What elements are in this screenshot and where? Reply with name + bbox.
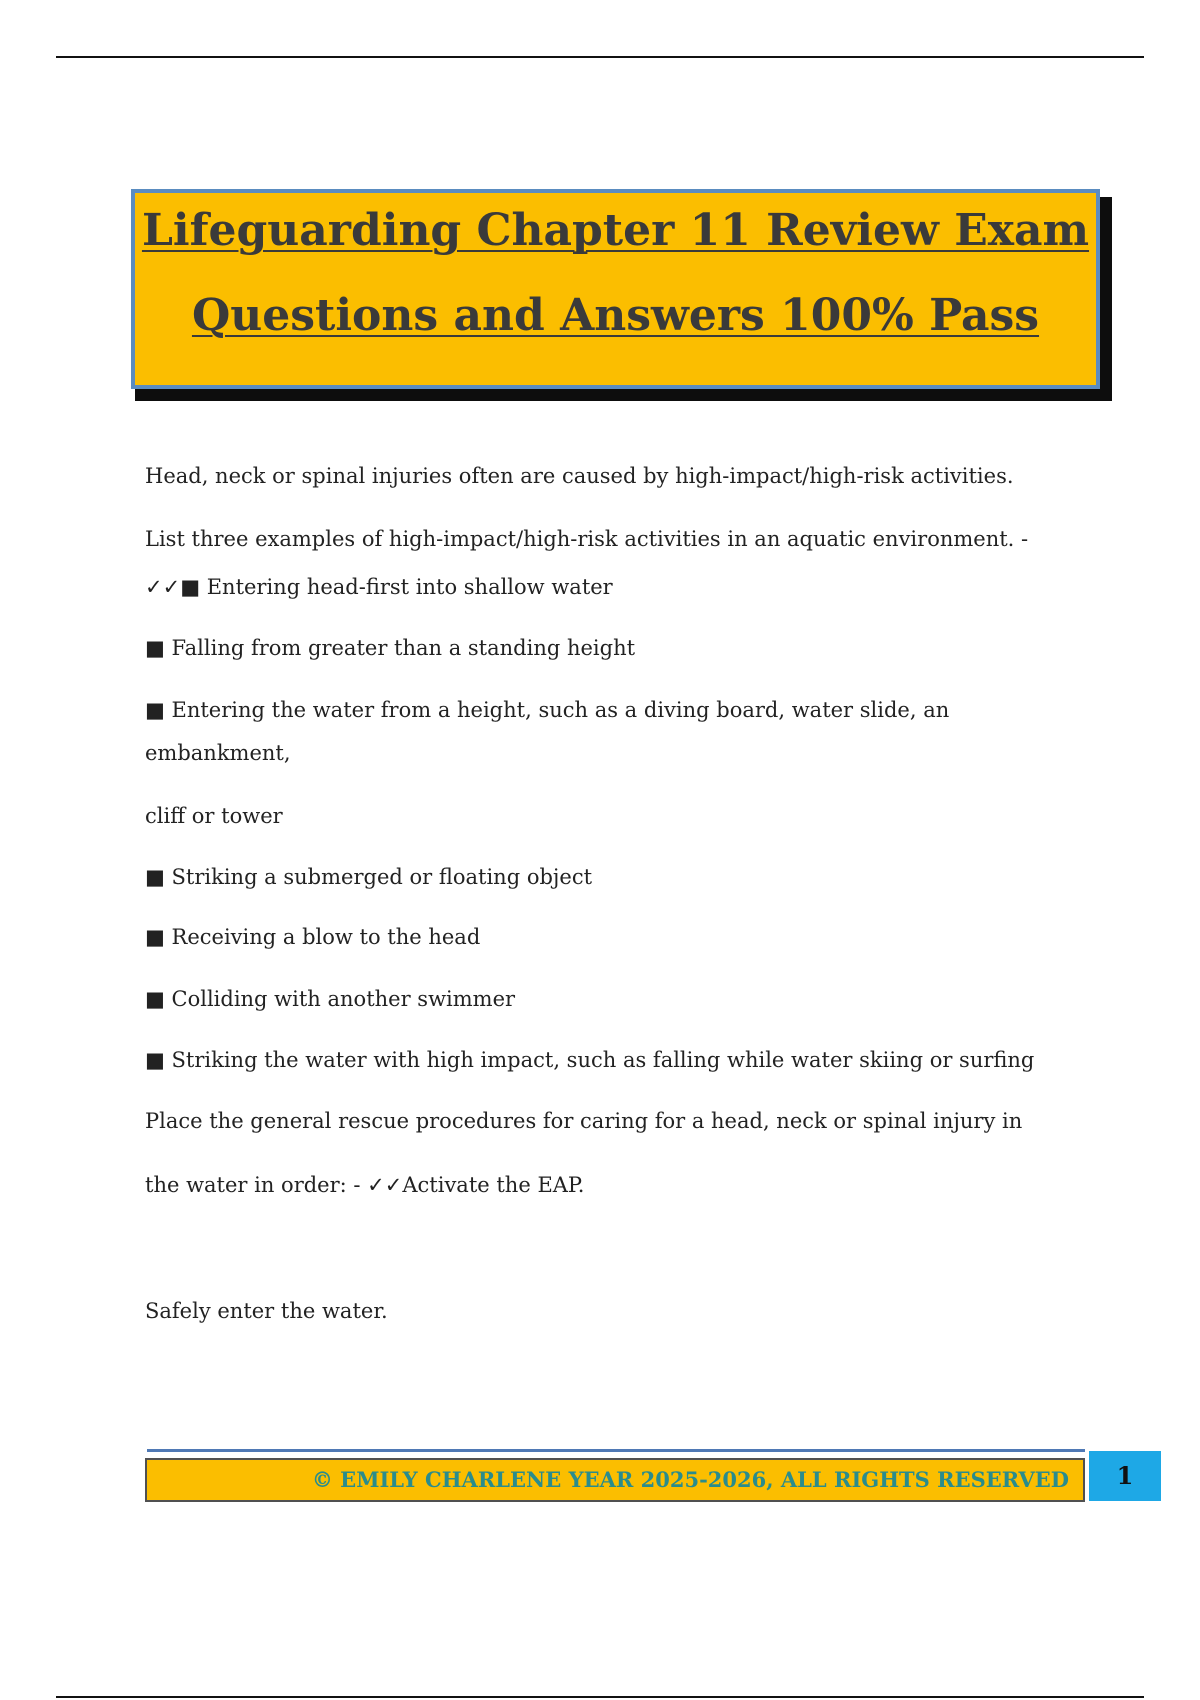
- answer-list-item-continued: cliff or tower: [145, 804, 283, 828]
- answer-list-item: ■ Entering the water from a height, such as a diving board, water slide, an: [145, 698, 950, 722]
- bottom-rule: [56, 1696, 1144, 1698]
- question-text: List three examples of high-impact/high-risk activities in an aquatic environment. -: [145, 527, 1029, 551]
- answer-step: Safely enter the water.: [145, 1299, 388, 1323]
- title-box: [131, 189, 1100, 389]
- footer-rule: [147, 1449, 1085, 1452]
- footer-copyright: © EMILY CHARLENE YEAR 2025-2026, ALL RIGHTS RESERVED: [145, 1458, 1085, 1502]
- answer-list-item: ■ Striking the water with high impact, such as falling while water skiing or surfing: [145, 1048, 1035, 1072]
- document-title-line-2: Questions and Answers 100% Pass: [191, 290, 1040, 341]
- body-paragraph: Head, neck or spinal injuries often are caused by high-impact/high-risk activities.: [145, 464, 1014, 488]
- answer-list-item: ■ Colliding with another swimmer: [145, 987, 516, 1011]
- answer-list-item: ■ Striking a submerged or floating object: [145, 865, 593, 889]
- answer-list-item: ■ Falling from greater than a standing height: [145, 636, 636, 660]
- top-rule: [56, 56, 1144, 58]
- answer-list-item: ✓✓■ Entering head-first into shallow water: [145, 575, 613, 599]
- question-text: Place the general rescue procedures for caring for a head, neck or spinal injury in: [145, 1109, 1023, 1133]
- answer-list-item-continued: embankment,: [145, 741, 291, 765]
- question-text-continued: the water in order: - ✓✓Activate the EAP.: [145, 1173, 585, 1197]
- document-title-line-1: Lifeguarding Chapter 11 Review Exam: [141, 205, 1090, 256]
- answer-list-item: ■ Receiving a blow to the head: [145, 925, 481, 949]
- page-number-badge: 1: [1089, 1451, 1161, 1501]
